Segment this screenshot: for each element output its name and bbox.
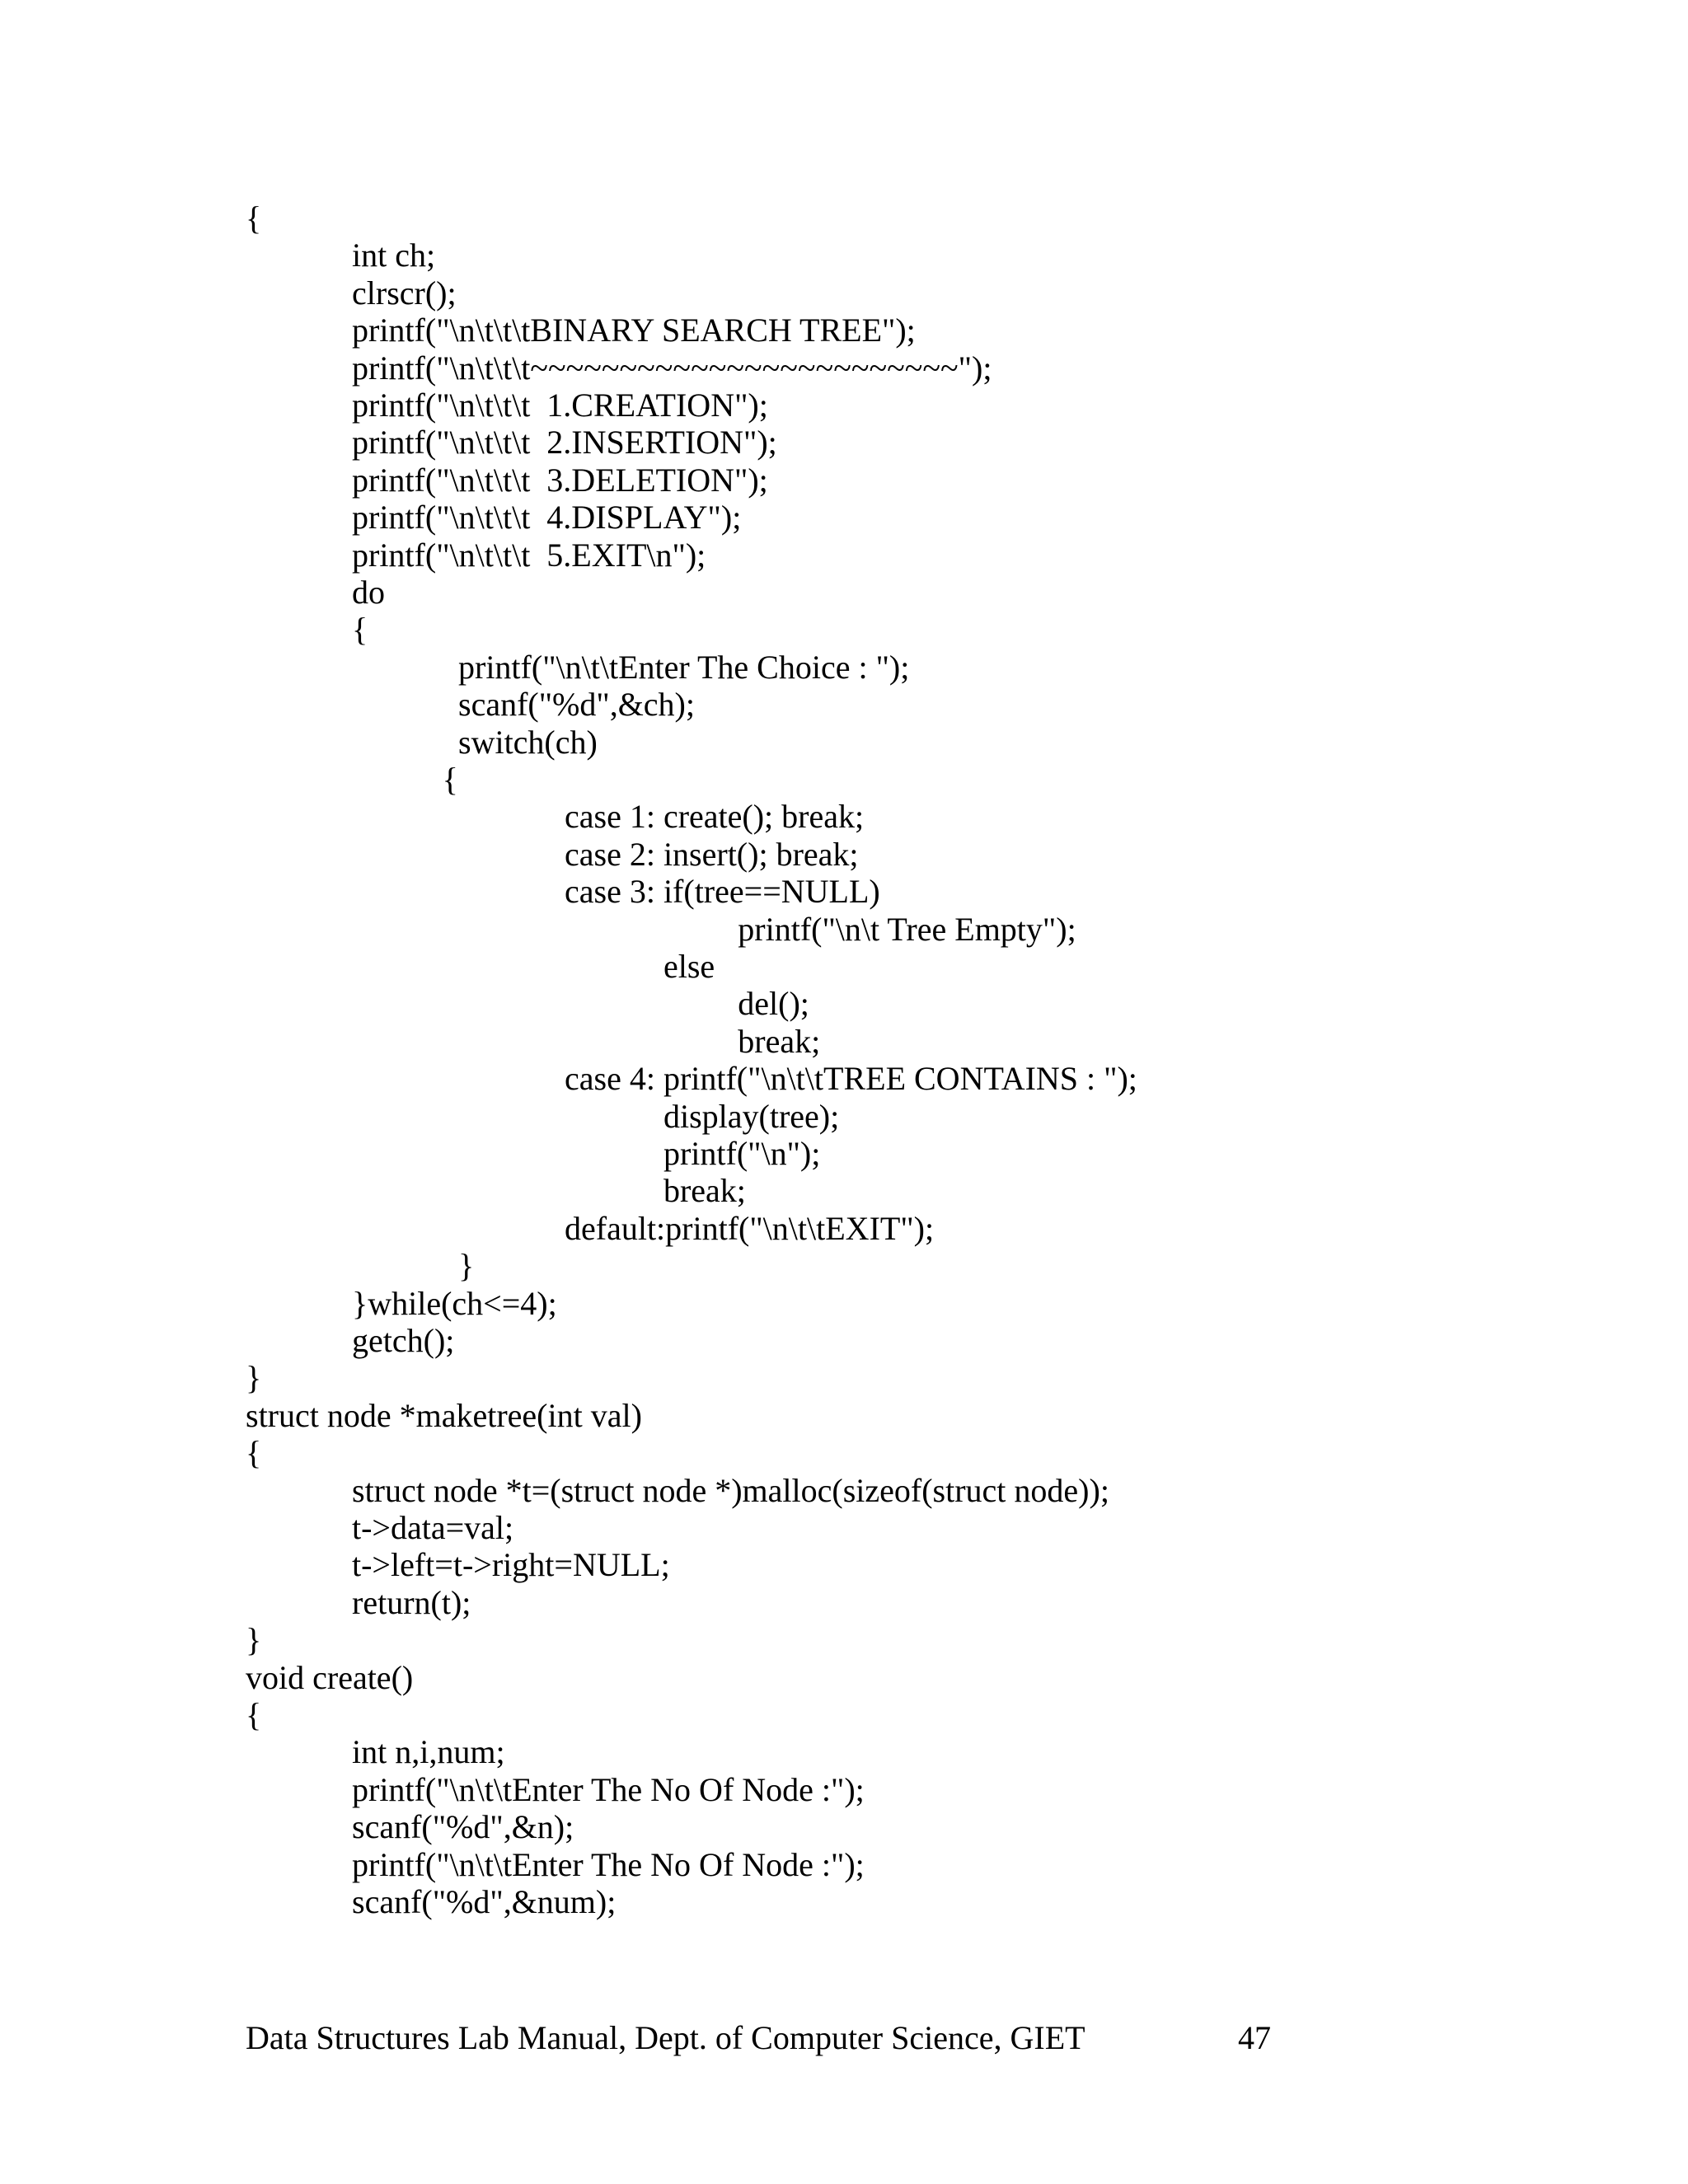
code-line: case 3: if(tree==NULL) bbox=[565, 873, 880, 911]
code-line: { bbox=[246, 1696, 262, 1733]
code-line: { bbox=[352, 611, 368, 649]
code-line: display(tree); bbox=[663, 1097, 840, 1135]
code-line: printf("\n\t\tEnter The No Of Node :"); bbox=[352, 1770, 865, 1808]
code-line: return(t); bbox=[352, 1583, 471, 1621]
code-line: { bbox=[246, 199, 262, 237]
code-line: break; bbox=[663, 1172, 746, 1210]
code-line: }while(ch<=4); bbox=[352, 1284, 557, 1322]
code-line: printf("\n\t Tree Empty"); bbox=[738, 910, 1076, 948]
code-line: t->data=val; bbox=[352, 1509, 514, 1546]
code-line: } bbox=[246, 1621, 262, 1659]
code-line: clrscr(); bbox=[352, 274, 457, 312]
code-line: else bbox=[663, 948, 715, 985]
code-line: { bbox=[246, 1434, 262, 1472]
page-number: 47 bbox=[1238, 2019, 1271, 2056]
code-line: case 1: create(); break; bbox=[565, 798, 865, 836]
code-line: getch(); bbox=[352, 1322, 455, 1359]
code-line: struct node *t=(struct node *)malloc(sizeof(struct node)); bbox=[352, 1471, 1109, 1509]
code-line: scanf("%d",&num); bbox=[352, 1883, 617, 1920]
code-line: del(); bbox=[738, 985, 809, 1023]
code-line: break; bbox=[738, 1022, 821, 1060]
code-line: case 2: insert(); break; bbox=[565, 835, 859, 873]
code-line: case 4: printf("\n\t\tTREE CONTAINS : "); bbox=[565, 1060, 1137, 1098]
code-line: printf("\n\t\tEnter The Choice : "); bbox=[458, 648, 910, 686]
code-line: } bbox=[458, 1247, 475, 1285]
code-line: printf("\n\t\t\t 5.EXIT\n"); bbox=[352, 536, 706, 574]
code-line: t->left=t->right=NULL; bbox=[352, 1546, 670, 1584]
code-line: printf("\n\t\tEnter The No Of Node :"); bbox=[352, 1845, 865, 1883]
code-line: printf("\n\t\t\t 4.DISPLAY"); bbox=[352, 499, 742, 537]
code-line: struct node *maketree(int val) bbox=[246, 1396, 642, 1434]
code-line: printf("\n\t\t\tBINARY SEARCH TREE"); bbox=[352, 312, 916, 349]
code-line: int ch; bbox=[352, 237, 436, 274]
code-line: default:printf("\n\t\tEXIT"); bbox=[565, 1209, 935, 1247]
code-line: printf("\n\t\t\t 2.INSERTION"); bbox=[352, 424, 777, 462]
code-line: switch(ch) bbox=[458, 723, 598, 761]
code-line: printf("\n\t\t\t~~~~~~~~~~~~~~~~~~~~~~~~"); bbox=[352, 349, 992, 387]
code-line: printf("\n\t\t\t 1.CREATION"); bbox=[352, 387, 768, 424]
code-line: scanf("%d",&ch); bbox=[458, 686, 695, 724]
code-line: do bbox=[352, 574, 385, 611]
code-line: printf("\n"); bbox=[663, 1135, 821, 1172]
code-line: void create() bbox=[246, 1658, 414, 1696]
footer-text: Data Structures Lab Manual, Dept. of Computer Science, GIET bbox=[246, 2019, 1085, 2056]
code-line: int n,i,num; bbox=[352, 1733, 505, 1771]
code-line: } bbox=[246, 1359, 262, 1397]
code-line: { bbox=[442, 761, 458, 798]
code-line: printf("\n\t\t\t 3.DELETION"); bbox=[352, 461, 768, 499]
code-line: scanf("%d",&n); bbox=[352, 1808, 574, 1846]
